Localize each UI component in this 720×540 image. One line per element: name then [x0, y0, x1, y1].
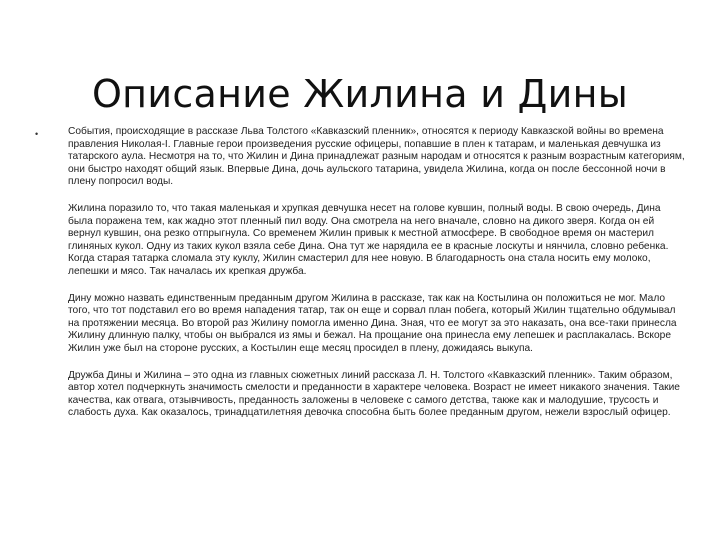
paragraph-4: Дружба Дины и Жилина – это одна из главных сюжетных линий рассказа Л. Н. Толстого «Кавказский пленник». Таким образом, автор хотел подчеркнуть значимость смелости и преданности в характере человека. Возраст не имеет никакого значения. Такие качества, как отвага, отзывчивость, преданность заложены в человеке с самого детства, также как и малодушие, трусость и слабость духа. Как оказалось, тринадцатилетняя девочка способна быть более преданным другом, нежели взрослый офицер. [68, 369, 680, 419]
body-text [68, 126, 688, 434]
paragraph-1: События, происходящие в рассказе Льва Толстого «Кавказский пленник», относятся к периоду Кавказской войны во времена правления Николая-I. Главные герои произведения русские офицеры, попавшие в плен к татарам, и маленькая девчушка из татарского аула. Несмотря на то, что Жилин и Дина принадлежат разным народам и относятся к разным возрастным категориям, они быстро находят общий язык. Впервые Дина, дочь аульского татарина, увидела Жилина, когда он после бессонной ночи в плену попросил воды. [68, 126, 685, 188]
paragraph-3: Дину можно назвать единственным преданным другом Жилина в рассказе, так как на Костылина он положиться не мог. Мало того, что тот подставил его во время нападения татар, так он еще и сорвал план побега, который Жилин тщательно обдумывал на протяжении месяца. Во второй раз Жилину помогла именно Дина. Зная, что ее могут за это наказать, она все-таки принесла Жилину длинную палку, чтобы он выбрался из ямы и бежал. На прощание она принесла ему лепешек и расплакалась. Вскоре Жилин уже был на стороне русских, а Костылин еще месяц просидел в плену, дожидаясь выкупа. [68, 292, 677, 354]
slide-title: Описание Жилина и Дины [91, 72, 629, 117]
paragraph-2: Жилина поразило то, что такая маленькая и хрупкая девчушка несет на голове кувшин, полный воды. В свою очередь, Дина была поражена тем, как жадно этот пленный пил воду. Она смотрела на него вначале, словно на дикого зверя. Когда он ей вернул кувшин, она резко отпрыгнула. Со временем Жилин привык к местной атмосфере. В свободное время он мастерил глиняных кукол. Одну из таких кукол взяла себе Дина. Она тут же нарядила ее в красные лоскуты и нянчила, словно ребенка. Когда старая татарка сломала эту куклу, Жилин смастерил для нее новую. В благодарность она стала носить ему молоко, лепешки и мясо. Так началась их крепкая дружба. [68, 202, 669, 277]
bullet-marker: • [35, 129, 39, 139]
